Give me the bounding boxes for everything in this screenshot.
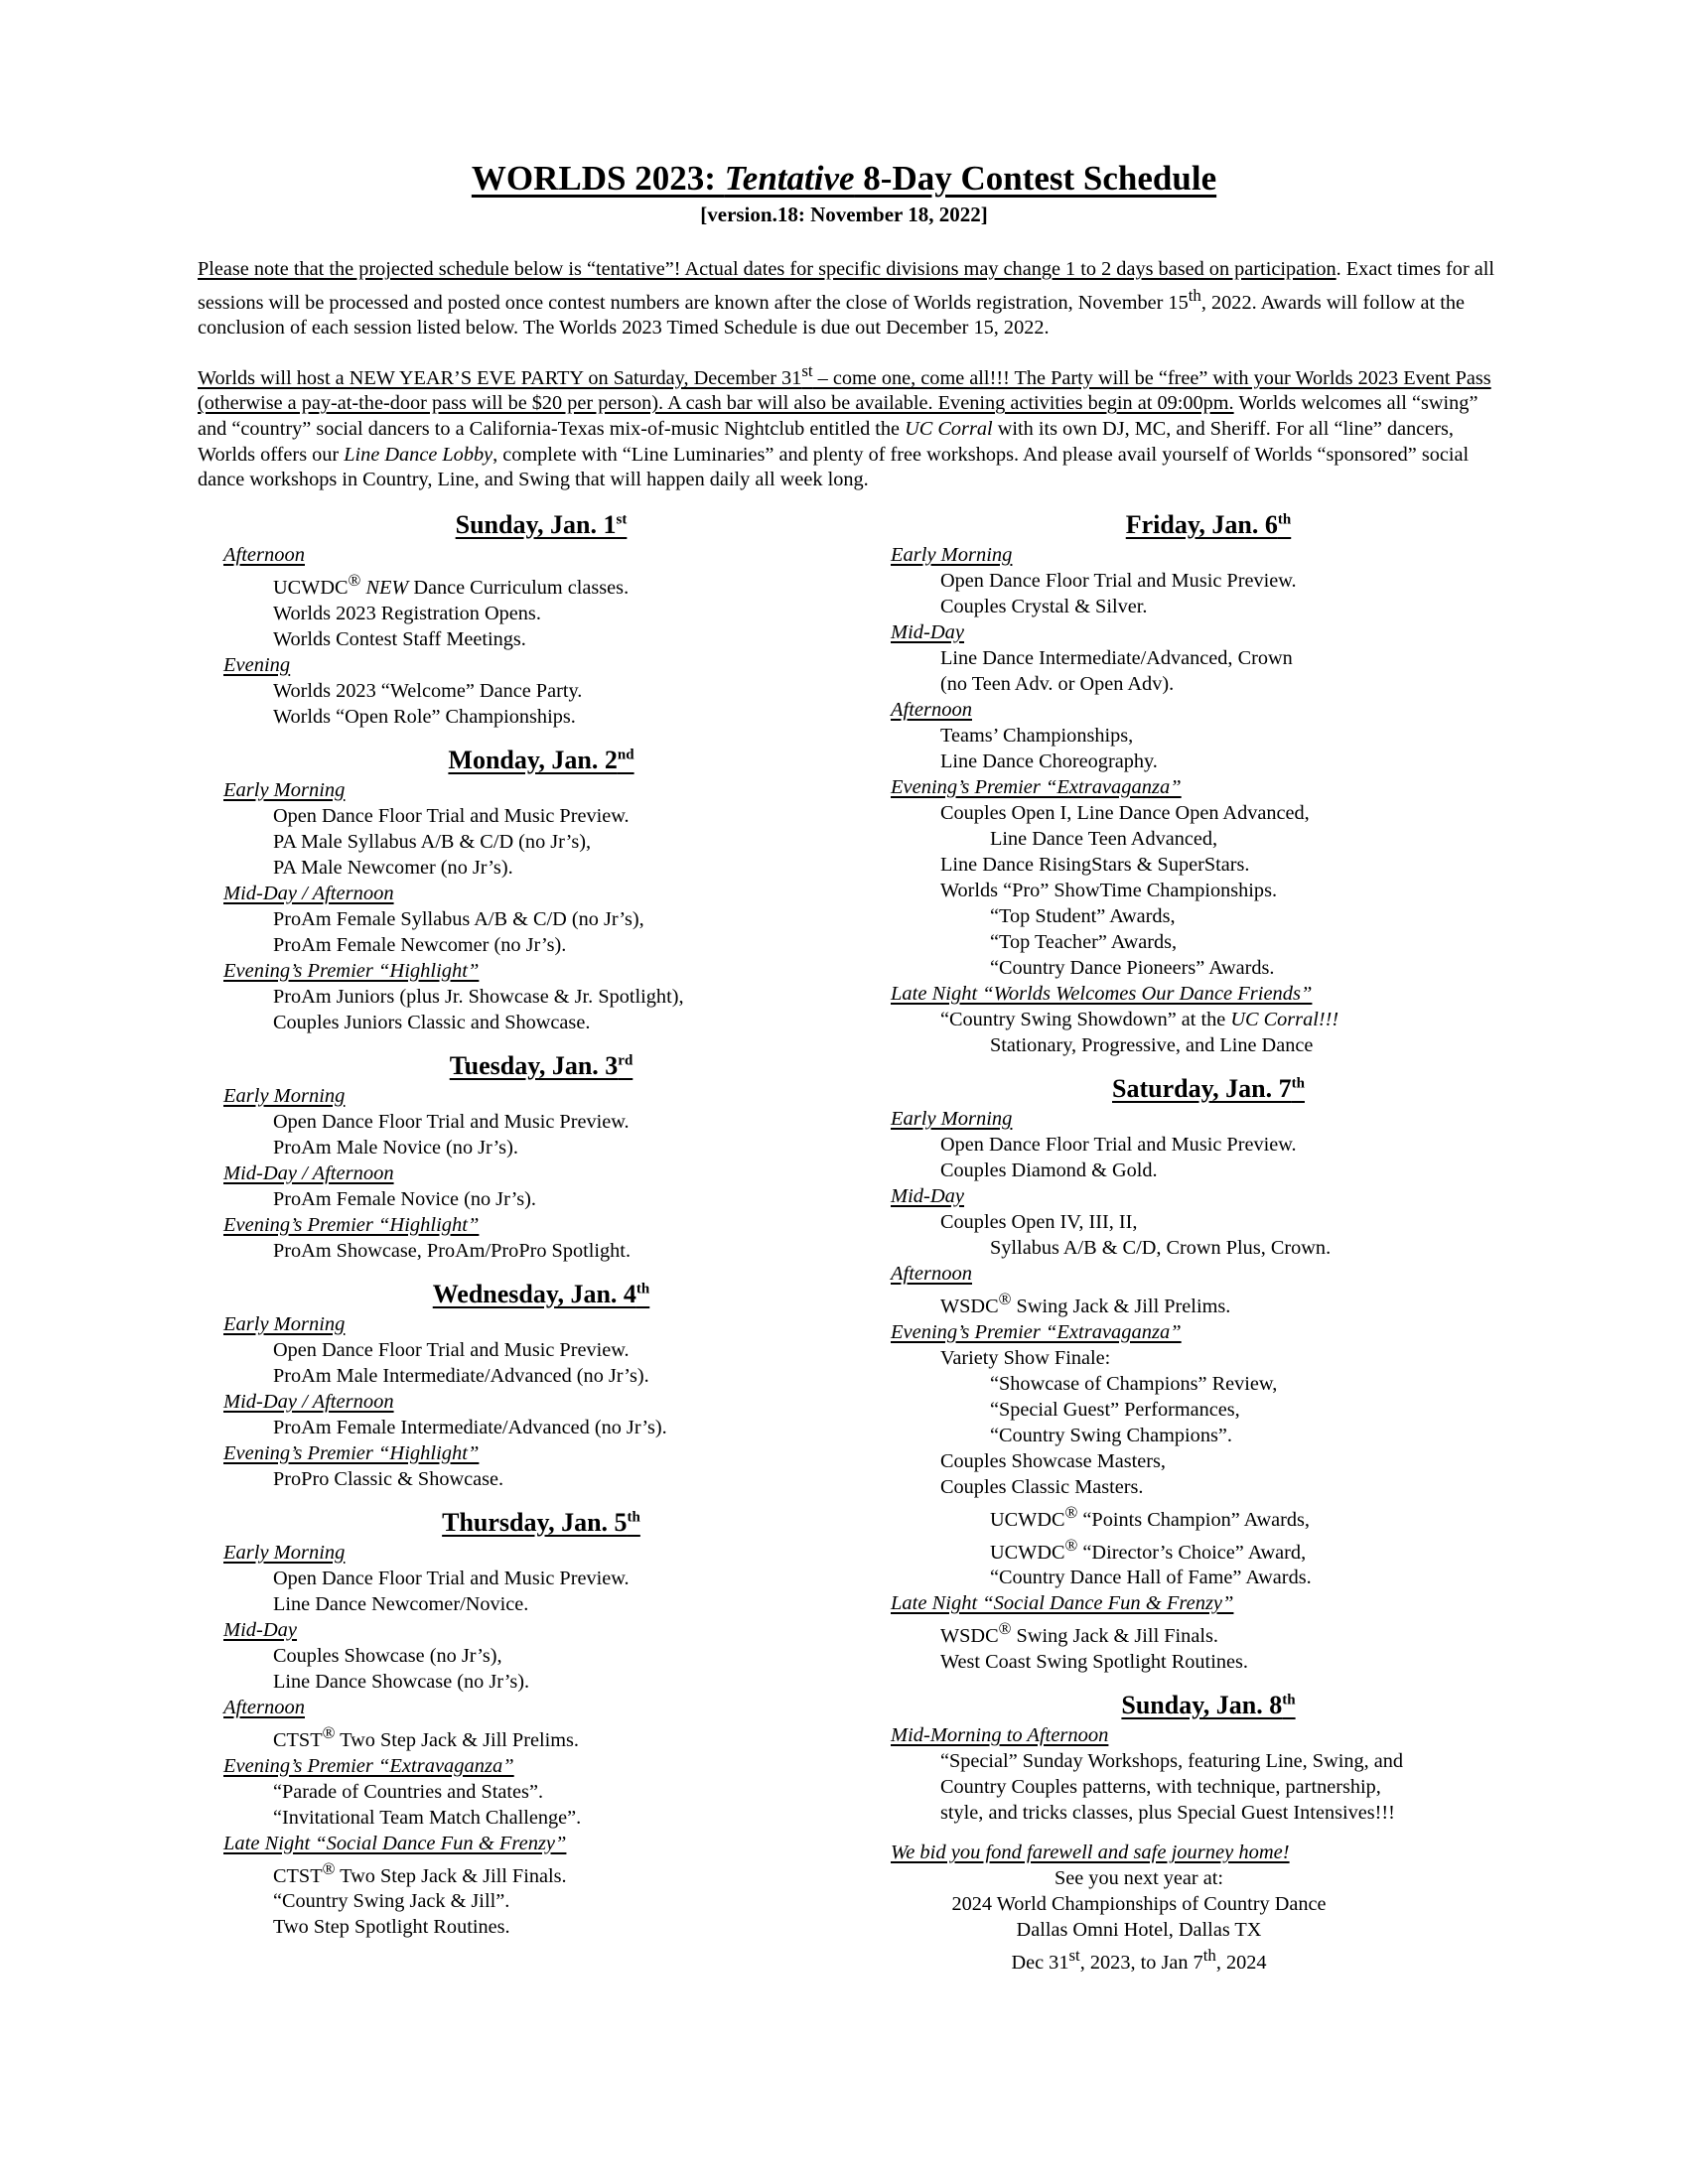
period-label: Early Morning [891,1108,1013,1130]
schedule-item: Line Dance Intermediate/Advanced, Crown [940,647,1293,669]
schedule-item: “Country Swing Showdown” at the UC Corral!!! [940,1009,1339,1030]
schedule-item: Open Dance Floor Trial and Music Preview. [273,1567,630,1589]
period-label: Early Morning [223,1541,346,1564]
schedule-item: ProAm Juniors (plus Jr. Showcase & Jr. Spotlight), [273,985,684,1008]
period-label: Mid-Day [223,1618,298,1641]
schedule-item: ProAm Female Novice (no Jr’s). [273,1187,536,1210]
schedule-item: Country Couples patterns, with technique, partnership, [940,1776,1381,1799]
schedule-item: Worlds “Pro” ShowTime Championships. [940,880,1278,901]
period-label: Afternoon [223,1696,305,1718]
schedule-item: Couples Classic Masters. [940,1475,1144,1498]
schedule-item: Variety Show Finale: [940,1346,1111,1369]
schedule-item: PA Male Syllabus A/B & C/D (no Jr’s), [273,830,592,853]
schedule-item: “Country Swing Jack & Jill”. [273,1890,510,1913]
schedule-item: “Showcase of Champions” Review, [990,1372,1278,1395]
schedule-item: ProAm Female Syllabus A/B & C/D (no Jr’s), [273,907,644,930]
day-heading-tuesday-jan-3: Tuesday, Jan. 3rd [449,1050,633,1080]
schedule-item: Worlds “Open Role” Championships. [273,705,576,728]
schedule-item: ProAm Female Intermediate/Advanced (no Jr’s). [273,1416,667,1438]
schedule-item: “Top Teacher” Awards, [990,931,1178,953]
schedule-item: PA Male Newcomer (no Jr’s). [273,856,513,879]
schedule-item: UCWDC® “Director’s Choice” Award, [990,1535,1307,1564]
schedule-item: Line Dance Showcase (no Jr’s). [273,1670,530,1693]
period-label: Mid-Day [891,1185,965,1207]
period-label: Late Night “Worlds Welcomes Our Dance Friends” [891,983,1313,1005]
schedule-item: style, and tricks classes, plus Special Guest Intensives!!! [940,1802,1395,1825]
period-label: Late Night “Social Dance Fun & Frenzy” [223,1832,567,1854]
schedule-item: Stationary, Progressive, and Line Dance [990,1034,1314,1056]
schedule-item: Worlds Contest Staff Meetings. [273,627,526,650]
schedule-item: Couples Open I, Line Dance Open Advanced, [940,802,1310,824]
period-label: Late Night “Social Dance Fun & Frenzy” [891,1592,1234,1615]
period-label: Mid-Day [891,621,965,643]
schedule-item: “Invitational Team Match Challenge”. [273,1806,582,1829]
period-label: Evening’s Premier “Extravaganza” [223,1754,514,1777]
version-line: [version.18: November 18, 2022] [700,203,988,226]
closing-dates: Dec 31st, 2023, to Jan 7th, 2024 [1011,1946,1267,1974]
period-label: Afternoon [891,1263,972,1285]
schedule-item: Open Dance Floor Trial and Music Preview. [273,804,630,827]
schedule-item: (no Teen Adv. or Open Adv). [940,673,1175,695]
day-heading-saturday-jan-7: Saturday, Jan. 7th [1112,1074,1305,1103]
period-label: Mid-Morning to Afternoon [891,1724,1109,1747]
period-label: Mid-Day / Afternoon [223,1161,394,1184]
closing-line: 2024 World Championships of Country Dance [951,1893,1327,1916]
schedule-item: “Special” Sunday Workshops, featuring Line, Swing, and [940,1750,1404,1773]
intro-paragraph-2: Worlds will host a NEW YEAR’S EVE PARTY on Saturday, December 31st – come one, come all!!! The Party will be “free” with your Worlds 2023 Event Pass (otherwise a pay-at-the-door pass will be $20 per person). A cash bar will also be available. Evening activities begin at 09:00pm. Worlds welcomes all “swing” and “country” social dancers to a California-Texas mix-of-music Nightclub entitled the UC Corral with its own DJ, MC, and Sheriff. For all “line” dancers, Worlds offers our Line Dance Lobby, complete with “Line Luminaries” and plenty of free workshops. And please avail yourself of Worlds “sponsored” social dance workshops in Country, Line, and Swing that will happen daily all week long. [198,361,1491,491]
schedule-item: “Special Guest” Performances, [990,1398,1240,1421]
schedule-item: Couples Diamond & Gold. [940,1160,1158,1181]
period-label: Early Morning [223,1084,346,1107]
schedule-item: ProAm Female Newcomer (no Jr’s). [273,933,567,956]
schedule-item: Couples Showcase (no Jr’s), [273,1644,502,1667]
schedule-item: ProAm Showcase, ProAm/ProPro Spotlight. [273,1239,632,1262]
schedule-item: Line Dance Newcomer/Novice. [273,1592,529,1615]
period-label: Early Morning [891,544,1013,566]
schedule-item: ProPro Classic & Showcase. [273,1467,504,1490]
schedule-item: Line Dance RisingStars & SuperStars. [940,854,1250,876]
schedule-item: Line Dance Choreography. [940,751,1158,772]
schedule-item: ProAm Male Novice (no Jr’s). [273,1136,518,1159]
schedule-item: CTST® Two Step Jack & Jill Finals. [273,1858,567,1887]
schedule-item: UCWDC® NEW Dance Curriculum classes. [273,571,630,599]
period-label: Early Morning [223,778,346,801]
schedule-item: Two Step Spotlight Routines. [273,1916,510,1939]
page-title: WORLDS 2023: Tentative 8-Day Contest Schedule [471,159,1217,198]
schedule-item: Teams’ Championships, [940,725,1134,747]
period-label: Evening’s Premier “Highlight” [223,959,480,982]
schedule-item: Line Dance Teen Advanced, [990,828,1218,850]
schedule-item: CTST® Two Step Jack & Jill Prelims. [273,1722,579,1751]
closing-line: See you next year at: [1054,1867,1224,1890]
day-heading-sunday-jan-1: Sunday, Jan. 1st [455,510,628,539]
schedule-item: “Top Student” Awards, [990,905,1176,927]
schedule-item: Couples Showcase Masters, [940,1449,1167,1472]
schedule-item: UCWDC® “Points Champion” Awards, [990,1502,1310,1531]
schedule-item: West Coast Swing Spotlight Routines. [940,1651,1248,1674]
closing-line: Dallas Omni Hotel, Dallas TX [1016,1919,1262,1942]
schedule-item: Worlds 2023 Registration Opens. [273,602,541,624]
schedule-item: Syllabus A/B & C/D, Crown Plus, Crown. [990,1237,1332,1259]
schedule-item: Open Dance Floor Trial and Music Preview. [273,1110,630,1133]
period-label: Evening [223,653,291,676]
right-column [891,508,1526,1976]
schedule-item: Worlds 2023 “Welcome” Dance Party. [273,679,583,702]
schedule-item: “Country Dance Pioneers” Awards. [990,957,1275,979]
period-label: Evening’s Premier “Extravaganza” [891,1320,1182,1343]
day-heading-friday-jan-6: Friday, Jan. 6th [1125,510,1292,539]
schedule-item: Open Dance Floor Trial and Music Preview. [940,1134,1297,1156]
schedule-item: “Country Dance Hall of Fame” Awards. [990,1567,1312,1589]
day-heading-thursday-jan-5: Thursday, Jan. 5th [442,1507,640,1537]
period-label: Mid-Day / Afternoon [223,882,394,904]
period-label: Evening’s Premier “Highlight” [223,1213,480,1236]
schedule-item: Couples Juniors Classic and Showcase. [273,1011,591,1033]
period-label: Afternoon [223,544,305,566]
day-heading-sunday-jan-8: Sunday, Jan. 8th [1121,1691,1296,1720]
schedule-item: “Parade of Countries and States”. [273,1780,544,1803]
schedule-item: Open Dance Floor Trial and Music Preview. [940,570,1297,592]
schedule-item: “Country Swing Champions”. [990,1424,1232,1446]
schedule-item: Couples Crystal & Silver. [940,596,1148,617]
period-label: Early Morning [223,1312,346,1335]
schedule-item: Open Dance Floor Trial and Music Preview. [273,1338,630,1361]
schedule-item: WSDC® Swing Jack & Jill Finals. [940,1619,1218,1648]
period-label: Evening’s Premier “Highlight” [223,1441,480,1464]
day-heading-wednesday-jan-4: Wednesday, Jan. 4th [432,1279,650,1308]
period-label: Evening’s Premier “Extravaganza” [891,776,1182,798]
schedule-item: ProAm Male Intermediate/Advanced (no Jr’s). [273,1364,649,1387]
schedule-item: Couples Open IV, III, II, [940,1211,1138,1233]
left-column [223,508,859,1940]
schedule-item: WSDC® Swing Jack & Jill Prelims. [940,1290,1231,1317]
period-label: Afternoon [891,699,972,721]
farewell-line: We bid you fond farewell and safe journey home! [891,1842,1290,1864]
period-label: Mid-Day / Afternoon [223,1390,394,1413]
intro-paragraph-1: Please note that the projected schedule below is “tentative”! Actual dates for specific divisions may change 1 to 2 days based on participation. Exact times for all sessions will be processed and posted once contest numbers are known after the close of Worlds registration, November 15th, 2022. Awards will follow at the conclusion of each session listed below. The Worlds 2023 Timed Schedule is due out December 15, 2022. [198,258,1495,339]
day-heading-monday-jan-2: Monday, Jan. 2nd [448,745,634,774]
